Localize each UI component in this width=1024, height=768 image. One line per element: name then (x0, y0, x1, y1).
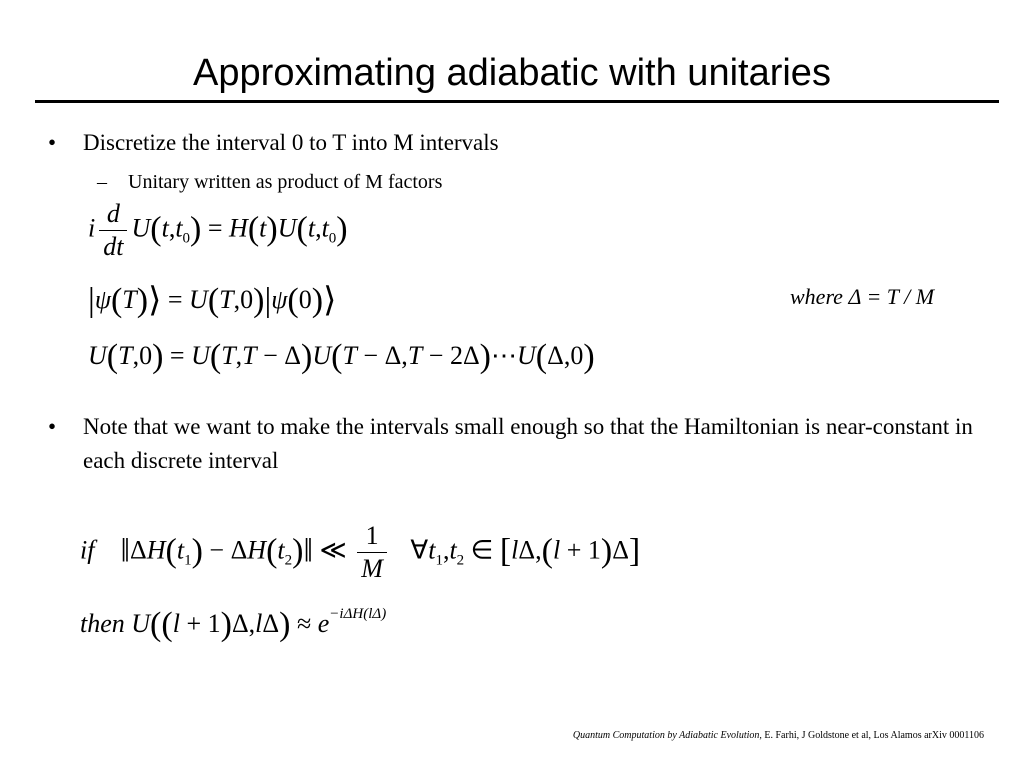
slide-title: Approximating adiabatic with unitaries (193, 52, 831, 94)
bullet-marker: • (48, 414, 57, 439)
sub-bullet-marker: – (97, 171, 107, 193)
if-label: if (80, 535, 95, 565)
bullet-marker: • (48, 130, 57, 155)
equation-approximation: then $U((l + 1)\Delta,l\Delta) \approx e^{-i\Delta H(l\Delta)}$ (80, 606, 387, 643)
citation-title: Quantum Computation by Adiabatic Evolution, (572, 730, 762, 741)
equation-condition: if $‖\Delta H(t_1)$ − $\Delta H(t_2)‖$ ≪ $\frac{1}{M}$ $\forall t_1,t_2$ ∈ [lΔ,(l + 1)Δ] (80, 521, 641, 583)
equation-state-evolution: |ψ(T)⟩ = U(T,0)|ψ(0)⟩ (88, 282, 337, 319)
citation-authors: E. Farhi, J Goldstone et al, Los Alamos arXiv 0001106 (761, 730, 984, 741)
equation-product-factors: U(T,0) = U(T,T − Δ)U(T − Δ,T − 2Δ)⋯U(Δ,0) (88, 338, 595, 375)
bullet-text-discretize: Discretize the interval 0 to T into M intervals (83, 130, 499, 155)
equation-schrodinger: i $\frac{d}{dt}$ $U(t,t_0) = H(t)U(t,t_0)$ (88, 199, 348, 261)
where-delta-note: where Δ = T / M (790, 284, 935, 309)
citation (573, 730, 984, 741)
sub-bullet-text: Unitary written as product of M factors (128, 171, 443, 193)
title-underline (35, 100, 999, 103)
bullet-text-hamiltonian: Note that we want to make the intervals small enough so that the Hamiltonian is near-constant in each discrete interval (83, 414, 973, 473)
then-label: then (80, 609, 125, 638)
